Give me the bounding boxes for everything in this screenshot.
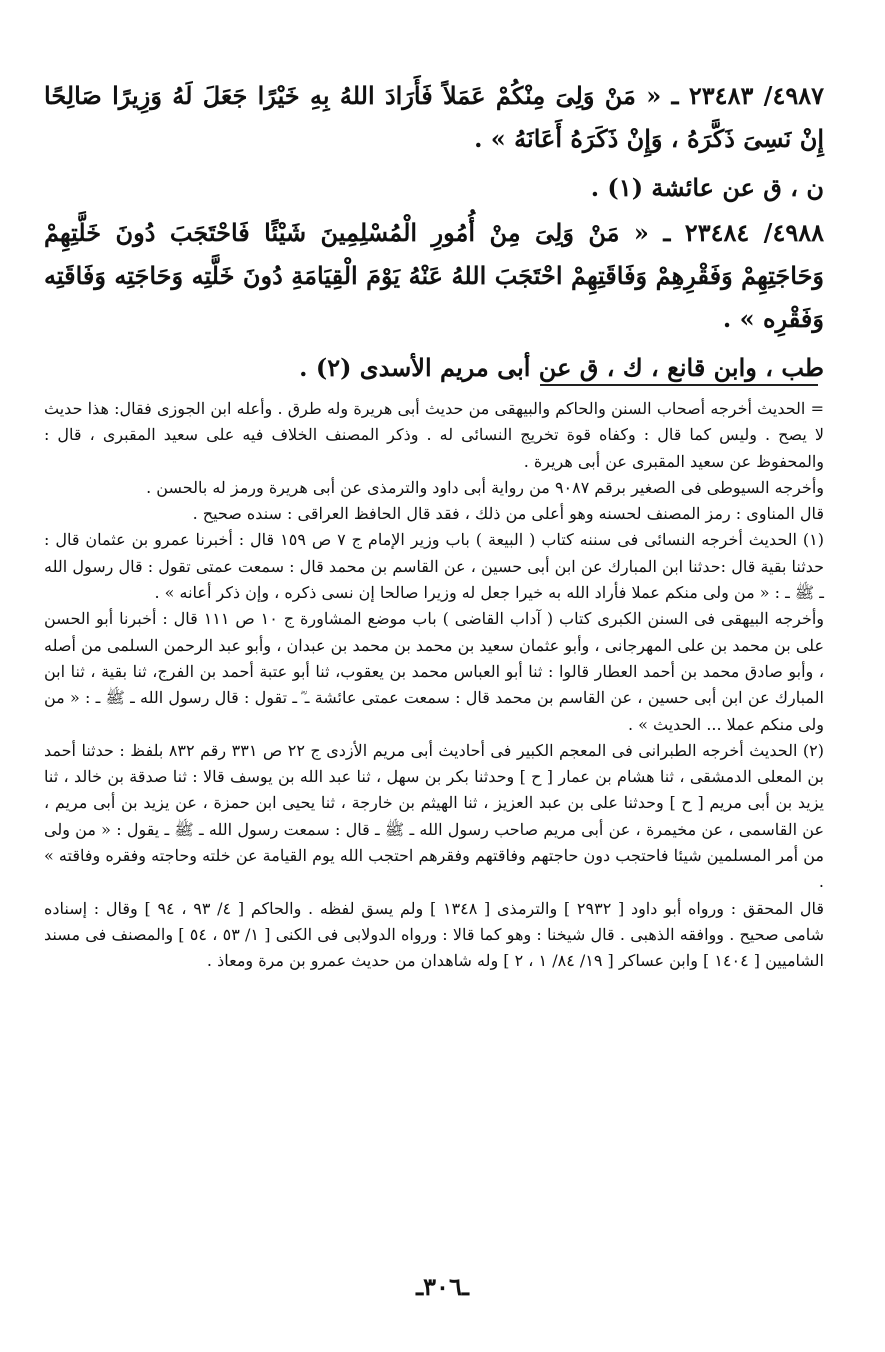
footnote-1: (١) الحديث أخرجه النسائى فى سننه كتاب ( البيعة ) باب وزير الإمام ج ٧ ص ١٥٩ قال : أخبرنا عمرو بن عثمان قال : حدثنا بقية قال :حدثنا ابن المبارك عن ابن أبى حسين ، عن القاسم بن محمد قال : سمعت عمتى تقول : قال رسول الله ـ ﷺ ـ : « من ولى منكم عملا فأراد الله به خيرا جعل له وزيرا صالحا إن نسى ذكره ، وإن ذكر أعانه » . (44, 530, 825, 603)
hadith-4987-source: ن ، ق عن عائشة (١) . (590, 173, 824, 202)
footnote-continuation: = الحديث أخرجه أصحاب السنن والحاكم والبيهقى من حديث أبى هريرة وله طرق . وأعله ابن الجوزى فقال: هذا حديث لا يصح . وليس كما قال : وكفاه قوة تخريج النسائى له . وذكر المصنف الخلاف فيه على سعيد المقبرى ، قال : والمحفوظ عن سعيد المقبرى عن أبى هريرة . (44, 399, 824, 471)
page-number: ـ٣٠٦ـ (416, 1272, 469, 1301)
hadith-4988-text: ٤٩٨٨/ ٢٣٤٨٤ ـ « مَنْ وَلِىَ مِنْ أُمُورِ الْمُسْلِمِينَ شَيْئًا فَاحْتَجَبَ دُونَ خَلَّتِهِمْ وَحَاجَتِهِمْ وَفَقْرِهِمْ وَفَاقَتِهِمْ احْتَجَبَ اللهُ عَنْهُ يَوْمَ الْقِيَامَةِ دُونَ خَلَّتِه وَحَاجَتِه وَفَاقَتِه وَفَقْرِه » . (44, 218, 825, 333)
hadith-4988-source: طب ، وابن قانع ، ك ، ق عن أبى مريم الأسدى (٢) . (299, 353, 824, 382)
footnote-munawi: قال المناوى : رمز المصنف لحسنه وهو أعلى من ذلك ، فقد قال الحافظ العراقى : سنده صحيح . (192, 504, 824, 524)
footnote-divider (540, 384, 818, 386)
footnote-1-bayhaqi: وأخرجه البيهقى فى السنن الكبرى كتاب ( آداب القاضى ) باب موضع المشاورة ج ١٠ ص ١١١ قال : أخبرنا أبو الحسن على بن محمد بن على المهرجانى ، وأبو عثمان سعيد بن محمد بن محمد بن عبدان ، وأبو عبد الرحمن السلمى من أصله ، وأبو صادق محمد بن أحمد العطار قالوا : ثنا أبو العباس محمد بن يعقوب، ثنا أبو عتبة أحمد بن الفرج، ثنا بقية ، ثنا ابن المبارك عن ابن أبى حسين ، عن القاسم بن محمد قال : سمعت عمتى عائشة ـ ؓ ـ تقول : قال رسول الله ـ ﷺ ـ : « من ولى منكم عملا ... الحديث » . (44, 609, 825, 734)
footnote-2-muhaqqiq: قال المحقق : ورواه أبو داود [ ٢٩٣٢ ] والترمذى [ ١٣٤٨ ] ولم يسق لفظه . والحاكم [ ٤/ ٩٣ ، ٩٤ ] وقال : إسناده شامى صحيح . ووافقه الذهبى . قال شيخنا : وهو كما قالا : ورواه الدولابى فى الكنى [ ١/ ٥٣ ، ٥٤ ] والمصنف فى مسند الشاميين [ ١٤٠٤ ] وابن عساكر [ ١٩/ ٨٤/ ١ ، ٢ ] وله شاهدان من حديث عمرو بن مرة ومعاذ . (44, 898, 825, 971)
footnote-suyuti: وأخرجه السيوطى فى الصغير برقم ٩٠٨٧ من رواية أبى داود والترمذى عن أبى هريرة ورمز له بالحسن . (146, 477, 824, 497)
footnotes-section (44, 396, 824, 975)
footnote-2: (٢) الحديث أخرجه الطبرانى فى المعجم الكبير فى أحاديث أبى مريم الأزدى ج ٢٢ ص ٣٣١ رقم ٨٣٢ بلفظ : حدثنا أحمد بن المعلى الدمشقى ، ثنا هشام بن عمار [ ح ] وحدثنا بكر بن سهل ، ثنا عبد الله بن يوسف قالا : ثنا صدقة بن خالد ، ثنا يزيد بن أبى مريم [ ح ] وحدثنا على بن عبد العزيز ، ثنا الهيثم بن خارجة ، ثنا يحيى ابن حمزة ، عن يزيد بن أبى مريم ، عن القاسمى ، عن مخيمرة ، عن أبى مريم صاحب رسول الله ـ ﷺ ـ قال : سمعت رسول الله ـ ﷺ ـ يقول : « من ولى من أمر المسلمين شيئا فاحتجب دون حاجتهم وفاقتهم وفقرهم احتجب الله يوم القيامة عن خلته وحاجته وفقره وفاقته » . (44, 740, 825, 892)
hadith-section (44, 74, 824, 391)
hadith-4987-text: ٤٩٨٧/ ٢٣٤٨٣ ـ « مَنْ وَلِىَ مِنْكُمْ عَمَلاً فَأَرَادَ اللهُ بِهِ خَيْرًا جَعَلَ لَهُ وَزِيرًا صَالِحًا إِنْ نَسِىَ ذَكَّرَهُ ، وَإِنْ ذَكَرَهُ أَعَانَهُ » . (44, 81, 824, 153)
